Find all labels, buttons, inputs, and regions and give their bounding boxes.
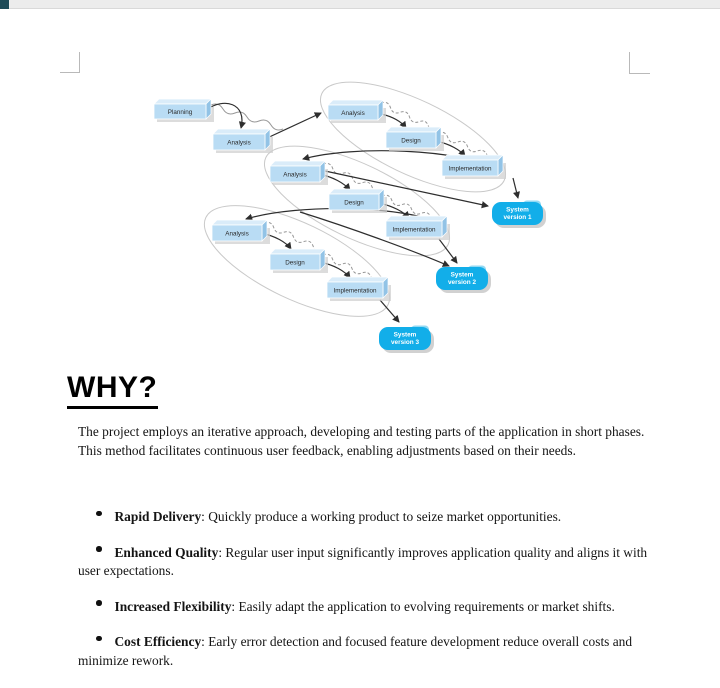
diagram-node-implementation-2 <box>386 216 450 240</box>
node-label: Analysis <box>283 171 307 179</box>
bullet-lead: Cost Efficiency <box>114 634 202 649</box>
node-label: Design <box>285 259 305 267</box>
diagram-node-system-version-1 <box>492 201 546 229</box>
diagram-node-analysis-2 <box>270 161 328 185</box>
diagram-node-design-2 <box>329 189 387 213</box>
bullet-text: : Quickly produce a working product to seize market opportunities. <box>201 509 562 524</box>
node-label: Analysis <box>225 230 249 238</box>
node-label: Analysis <box>341 109 365 117</box>
benefits-list <box>78 508 656 670</box>
bullet-icon <box>96 600 102 606</box>
node-label: System version 2 <box>447 271 477 287</box>
bullet-lead: Rapid Delivery <box>114 509 202 524</box>
diagram-node-analysis-3 <box>212 220 270 244</box>
list-item <box>78 633 656 670</box>
diagram-node-implementation-1 <box>442 155 506 179</box>
diagram-node-design-1 <box>386 127 444 151</box>
bullet-lead: Increased Flexibility <box>114 598 232 614</box>
bullet-text: : Easily adapt the application to evolving requirements or market shifts. <box>231 598 615 614</box>
node-label: Implementation <box>448 165 492 173</box>
node-label: Analysis <box>227 139 251 147</box>
node-label: Implementation <box>333 287 377 295</box>
diagram-node-system-version-2 <box>436 266 491 294</box>
list-item <box>78 598 656 617</box>
diagram-node-system-version-3 <box>379 326 434 354</box>
flow-arrow <box>265 113 321 139</box>
wavy-line <box>211 104 283 130</box>
node-label: Planning <box>167 108 193 116</box>
node-label: Design <box>401 137 421 145</box>
heading-why: WHY? <box>67 371 158 409</box>
list-item <box>78 508 656 527</box>
node-label: Implementation <box>392 226 436 234</box>
node-label: System version 3 <box>390 331 420 347</box>
diagram-node-analysis-0 <box>213 129 273 153</box>
bullet-icon <box>96 636 102 642</box>
node-label: System version 1 <box>503 206 532 222</box>
intro-paragraph: The project employs an iterative approach, developing and testing parts of the application in short phases. This method facilitates continuous user feedback, enabling adjustments based on their needs. <box>78 424 645 458</box>
diagram-node-analysis-1 <box>328 100 386 123</box>
bullet-icon <box>96 546 102 552</box>
flow-arrow <box>513 178 518 198</box>
diagram-node-planning <box>154 99 214 122</box>
list-item <box>78 544 656 581</box>
bullet-icon <box>96 511 102 517</box>
bullet-text: : Early error detection and focused feature development reduce overall costs and minimize rework. <box>78 634 633 668</box>
diagram-node-design-3 <box>270 249 328 273</box>
bullet-lead: Enhanced Quality <box>114 544 219 560</box>
node-label: Design <box>344 199 364 207</box>
bullet-text: : Regular user input significantly improves application quality and aligns it with user expectations. <box>78 544 648 578</box>
diagram-node-implementation-3 <box>327 277 391 301</box>
